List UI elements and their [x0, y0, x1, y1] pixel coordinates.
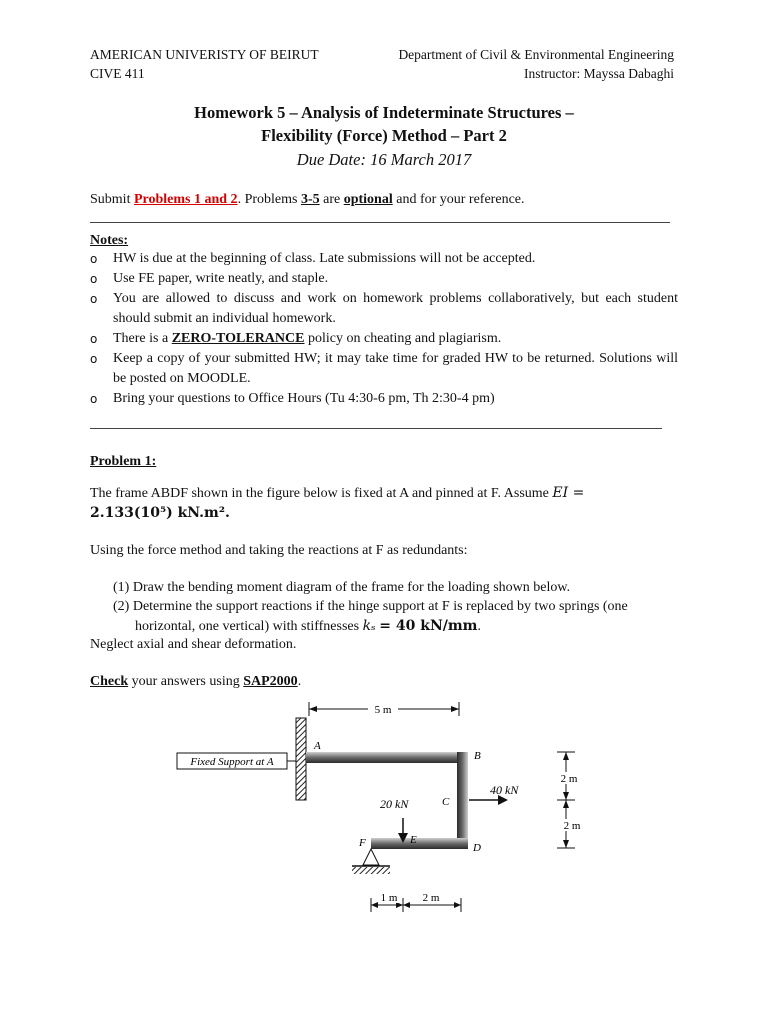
university-name: AMERICAN UNIVERISTY OF BEIRUT [90, 47, 319, 62]
pin-triangle [363, 849, 379, 865]
divider-bottom [90, 428, 662, 429]
department-name: Department of Civil & Environmental Engineering [398, 47, 674, 62]
course-code: CIVE 411 [90, 66, 145, 81]
instructor-name: Instructor: Mayssa Dabaghi [524, 66, 674, 81]
arrow-up-icon [563, 752, 569, 760]
ei-value: 2.133(10⁵) kN.m². [90, 505, 230, 521]
dim-bottom-left-label: 1 m [380, 892, 398, 904]
method-line: Using the force method and taking the reactions at F as redundants: [90, 543, 468, 558]
task-2 [113, 597, 628, 617]
note-text: There is a [113, 331, 172, 346]
node-f-label: F [359, 837, 366, 849]
note-text: policy on cheating and plagiarism. [304, 331, 502, 346]
dim-top [309, 702, 459, 716]
ks-symbol: kₛ [362, 618, 376, 634]
task-text: Determine the support reactions if the hinge support at F is replaced by two springs (one [132, 599, 628, 614]
bullet-icon: o [90, 292, 98, 306]
submit-mid2: are [319, 192, 344, 207]
check-word: Check [90, 674, 129, 689]
arrow-down-icon [563, 840, 569, 848]
task-number: (1) [113, 580, 130, 595]
note-item [90, 269, 678, 289]
due-date: Due Date: 16 March 2017 [296, 150, 472, 169]
bullet-icon: o [90, 272, 98, 286]
arrow-up-icon [563, 800, 569, 808]
task-1 [113, 578, 570, 598]
dim-right-upper-label: 2 m [560, 773, 578, 785]
intro-text: The frame ABDF shown in the figure below is fixed at A and pinned at F. Assume [90, 486, 553, 501]
submit-pre: Submit [90, 192, 134, 207]
note-text: Bring your questions to Office Hours (Tu 4:30-6 pm, Th 2:30-4 pm) [113, 391, 495, 406]
note-text: Keep a copy of your submitted HW; it may take time for graded HW to be returned. Solutions will be posted on MOODLE. [113, 351, 678, 386]
note-text: Use FE paper, write neatly, and staple. [113, 271, 329, 286]
load-40kn [469, 783, 519, 805]
note-item [90, 289, 678, 329]
note-text: You are allowed to discuss and work on homework problems collaboratively, but each student should submit an individual homework. [113, 291, 678, 326]
node-b-label: B [474, 750, 481, 762]
title-line-1: Homework 5 – Analysis of Indeterminate Structures – [194, 103, 574, 122]
load-horizontal-label: 40 kN [490, 783, 519, 797]
bullet-icon: o [90, 392, 98, 406]
note-item [90, 329, 678, 349]
submit-mid1: . Problems [237, 192, 301, 207]
notes-list [90, 249, 678, 409]
arrow-left-icon [403, 902, 410, 908]
submit-post: and for your reference. [392, 192, 525, 207]
member-bd [457, 752, 468, 849]
load-vertical-label: 20 kN [380, 797, 409, 811]
check-text: your answers using [128, 674, 244, 689]
arrow-left-icon [371, 902, 378, 908]
arrow-down-icon [563, 792, 569, 800]
frame-figure [0, 690, 768, 920]
task-number: (2) [113, 599, 130, 614]
dim-right-lower-label: 2 m [563, 820, 581, 832]
pin-support-f [352, 849, 390, 874]
member-ab [306, 752, 468, 763]
check-end: . [297, 674, 302, 689]
dim-bottom [371, 891, 461, 912]
problem1-intro [90, 483, 690, 504]
dim-top-label: 5 m [374, 704, 392, 716]
zero-tolerance: ZERO-TOLERANCE [171, 331, 305, 346]
notes-heading: Notes: [90, 233, 129, 248]
ei-symbol: EI = [552, 485, 585, 501]
ground-hatch [352, 867, 390, 874]
divider-top [90, 222, 670, 223]
problem1-heading: Problem 1: [90, 454, 157, 469]
sap2000: SAP2000 [243, 674, 298, 689]
header-left [90, 45, 319, 83]
dim-right [557, 752, 581, 848]
node-c-label: C [442, 796, 450, 808]
required-problems: Problems 1 and 2 [133, 192, 238, 207]
optional-word: optional [343, 192, 393, 207]
node-d-label: D [473, 842, 481, 854]
node-a-label: A [314, 740, 321, 752]
check-line [90, 672, 301, 692]
support-label: Fixed Support at A [190, 756, 274, 768]
arrow-right-icon [454, 902, 461, 908]
load-20kn [380, 797, 409, 843]
bullet-icon: o [90, 332, 98, 346]
title-line-2: Flexibility (Force) Method – Part 2 [261, 126, 507, 145]
bullet-icon: o [90, 252, 98, 266]
task-text: horizontal, one vertical) with stiffnesses [135, 619, 363, 634]
dim-bottom-right-label: 2 m [422, 892, 440, 904]
header-right [398, 45, 674, 83]
optional-range: 3-5 [300, 192, 320, 207]
neglect-line: Neglect axial and shear deformation. [90, 637, 297, 652]
note-item [90, 249, 678, 269]
note-item [90, 349, 678, 389]
arrow-right-icon [451, 706, 459, 712]
note-item [90, 389, 678, 409]
task-2-cont: horizontal, one vertical) with stiffnesses kₛ = 40 kN/mm. [135, 618, 481, 634]
member-df [371, 838, 468, 849]
ei-value-line [90, 503, 230, 524]
node-e-label: E [410, 834, 417, 846]
note-text: HW is due at the beginning of class. Late submissions will not be accepted. [113, 251, 536, 266]
bullet-icon: o [90, 352, 98, 366]
submit-line [90, 190, 525, 210]
task-text: Draw the bending moment diagram of the frame for the loading shown below. [132, 580, 571, 595]
arrow-left-icon [309, 706, 317, 712]
ks-value: = 40 kN/mm [379, 618, 478, 634]
fixed-support-wall [296, 718, 306, 800]
